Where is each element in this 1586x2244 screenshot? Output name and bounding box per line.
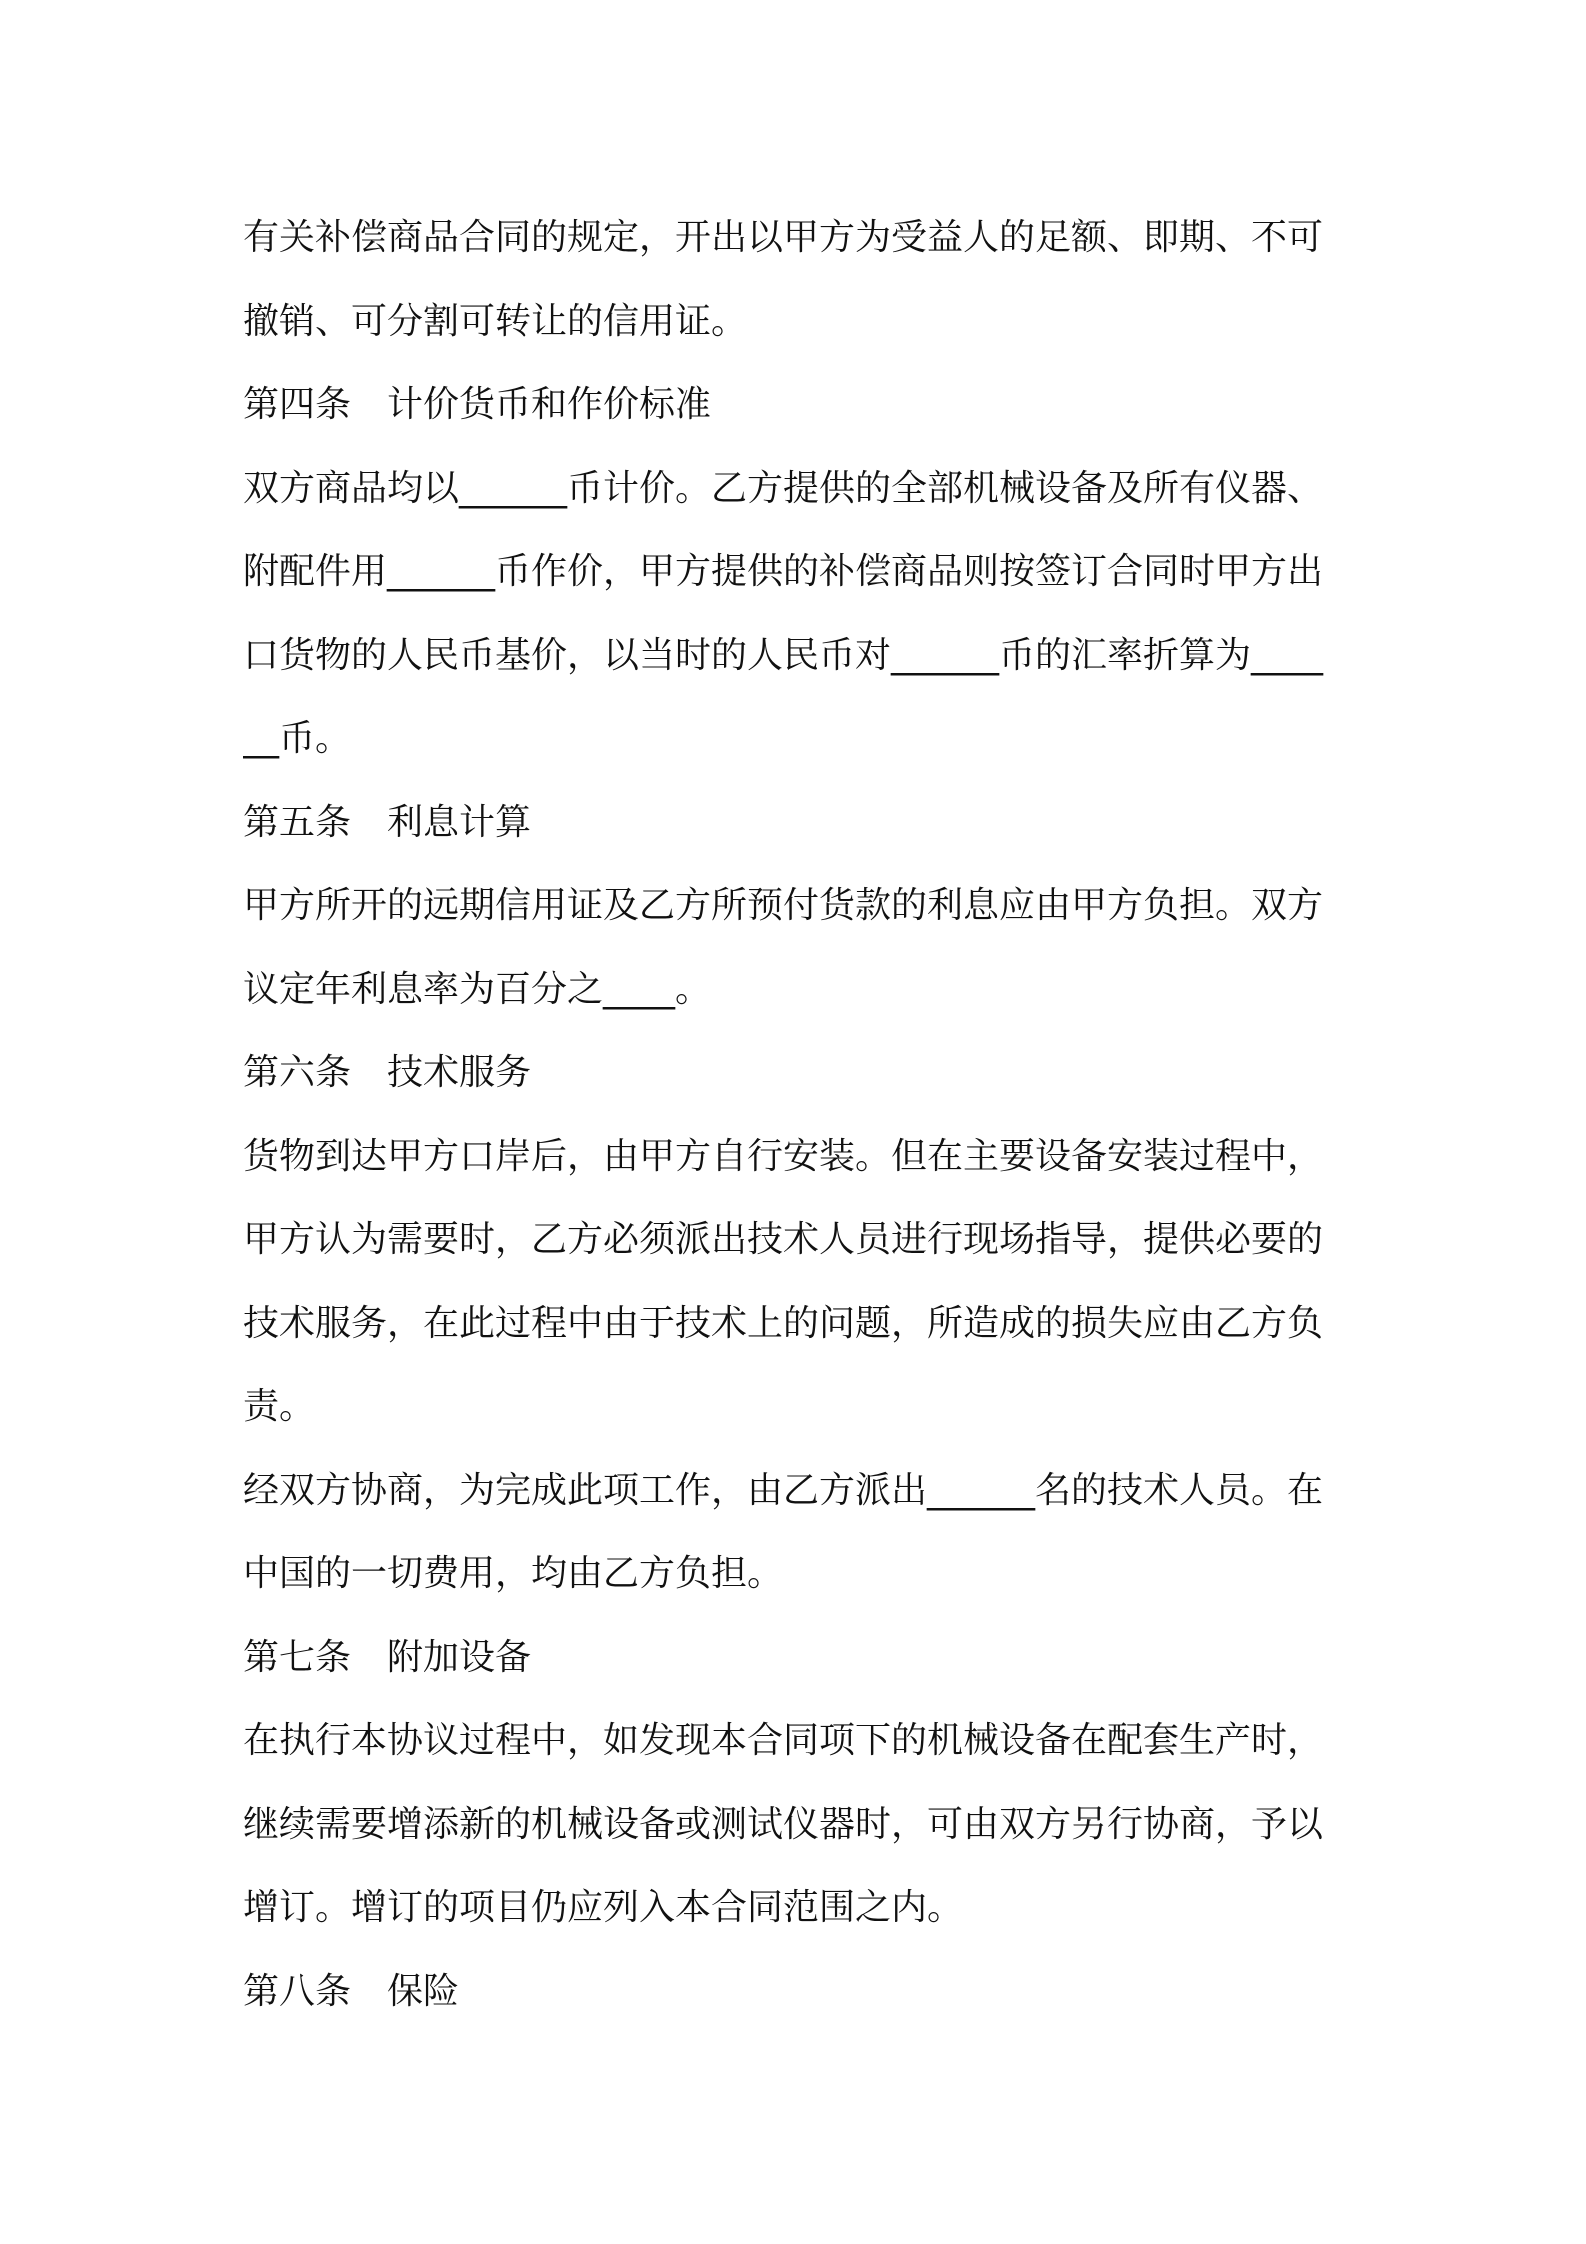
article-title: 附加设备 xyxy=(387,1636,532,1678)
body-text-line: 在执行本协议过程中，如发现本合同项下的机械设备在配套生产时， xyxy=(243,1720,1324,1761)
document-body xyxy=(243,196,1358,2033)
body-text-line: __币。 xyxy=(243,718,352,759)
article-heading xyxy=(243,1616,1358,1700)
article-heading xyxy=(243,1950,1358,2034)
article-heading xyxy=(243,781,1358,865)
article-heading xyxy=(243,1031,1358,1115)
body-text-line: 技术服务，在此过程中由于技术上的问题，所造成的损失应由乙方负 xyxy=(243,1302,1324,1344)
body-text-line: 撤销、可分割可转让的信用证。 xyxy=(243,300,748,342)
article-title: 利息计算 xyxy=(387,801,532,843)
article-title: 技术服务 xyxy=(387,1052,532,1093)
article-heading xyxy=(243,363,1358,447)
body-text-line: 货物到达甲方口岸后，由甲方自行安装。但在主要设备安装过程中， xyxy=(243,1135,1324,1177)
article-number: 第四条 xyxy=(243,384,352,425)
article-title: 计价货币和作价标准 xyxy=(387,384,712,425)
body-text-line: 中国的一切费用，均由乙方负担。 xyxy=(243,1553,784,1594)
body-text-line: 甲方认为需要时，乙方必须派出技术人员进行现场指导，提供必要的 xyxy=(243,1219,1324,1260)
article-number: 第八条 xyxy=(243,1970,352,2012)
article-number: 第五条 xyxy=(243,801,352,843)
body-text-line: 责。 xyxy=(243,1386,316,1427)
body-text-line: 双方商品均以______币计价。乙方提供的全部机械设备及所有仪器、 xyxy=(243,467,1324,509)
body-text-line: 口货物的人民币基价，以当时的人民币对______币的汇率折算为____ xyxy=(243,634,1324,676)
body-text-line: 甲方所开的远期信用证及乙方所预付货款的利息应由甲方负担。双方 xyxy=(243,885,1324,926)
body-text-line: 经双方协商，为完成此项工作，由乙方派出______名的技术人员。在 xyxy=(243,1469,1324,1511)
body-text-line: 增订。增订的项目仍应列入本合同范围之内。 xyxy=(243,1887,964,1928)
article-title: 保险 xyxy=(387,1970,460,2012)
article-number: 第六条 xyxy=(243,1052,352,1093)
body-text-line: 议定年利息率为百分之____。 xyxy=(243,968,712,1010)
body-text-line: 有关补偿商品合同的规定，开出以甲方为受益人的足额、即期、不可 xyxy=(243,217,1324,258)
body-text-line: 附配件用______币作价，甲方提供的补偿商品则按签订合同时甲方出 xyxy=(243,551,1324,592)
article-number: 第七条 xyxy=(243,1636,352,1678)
body-text-line: 继续需要增添新的机械设备或测试仪器时，可由双方另行协商，予以 xyxy=(243,1803,1324,1845)
